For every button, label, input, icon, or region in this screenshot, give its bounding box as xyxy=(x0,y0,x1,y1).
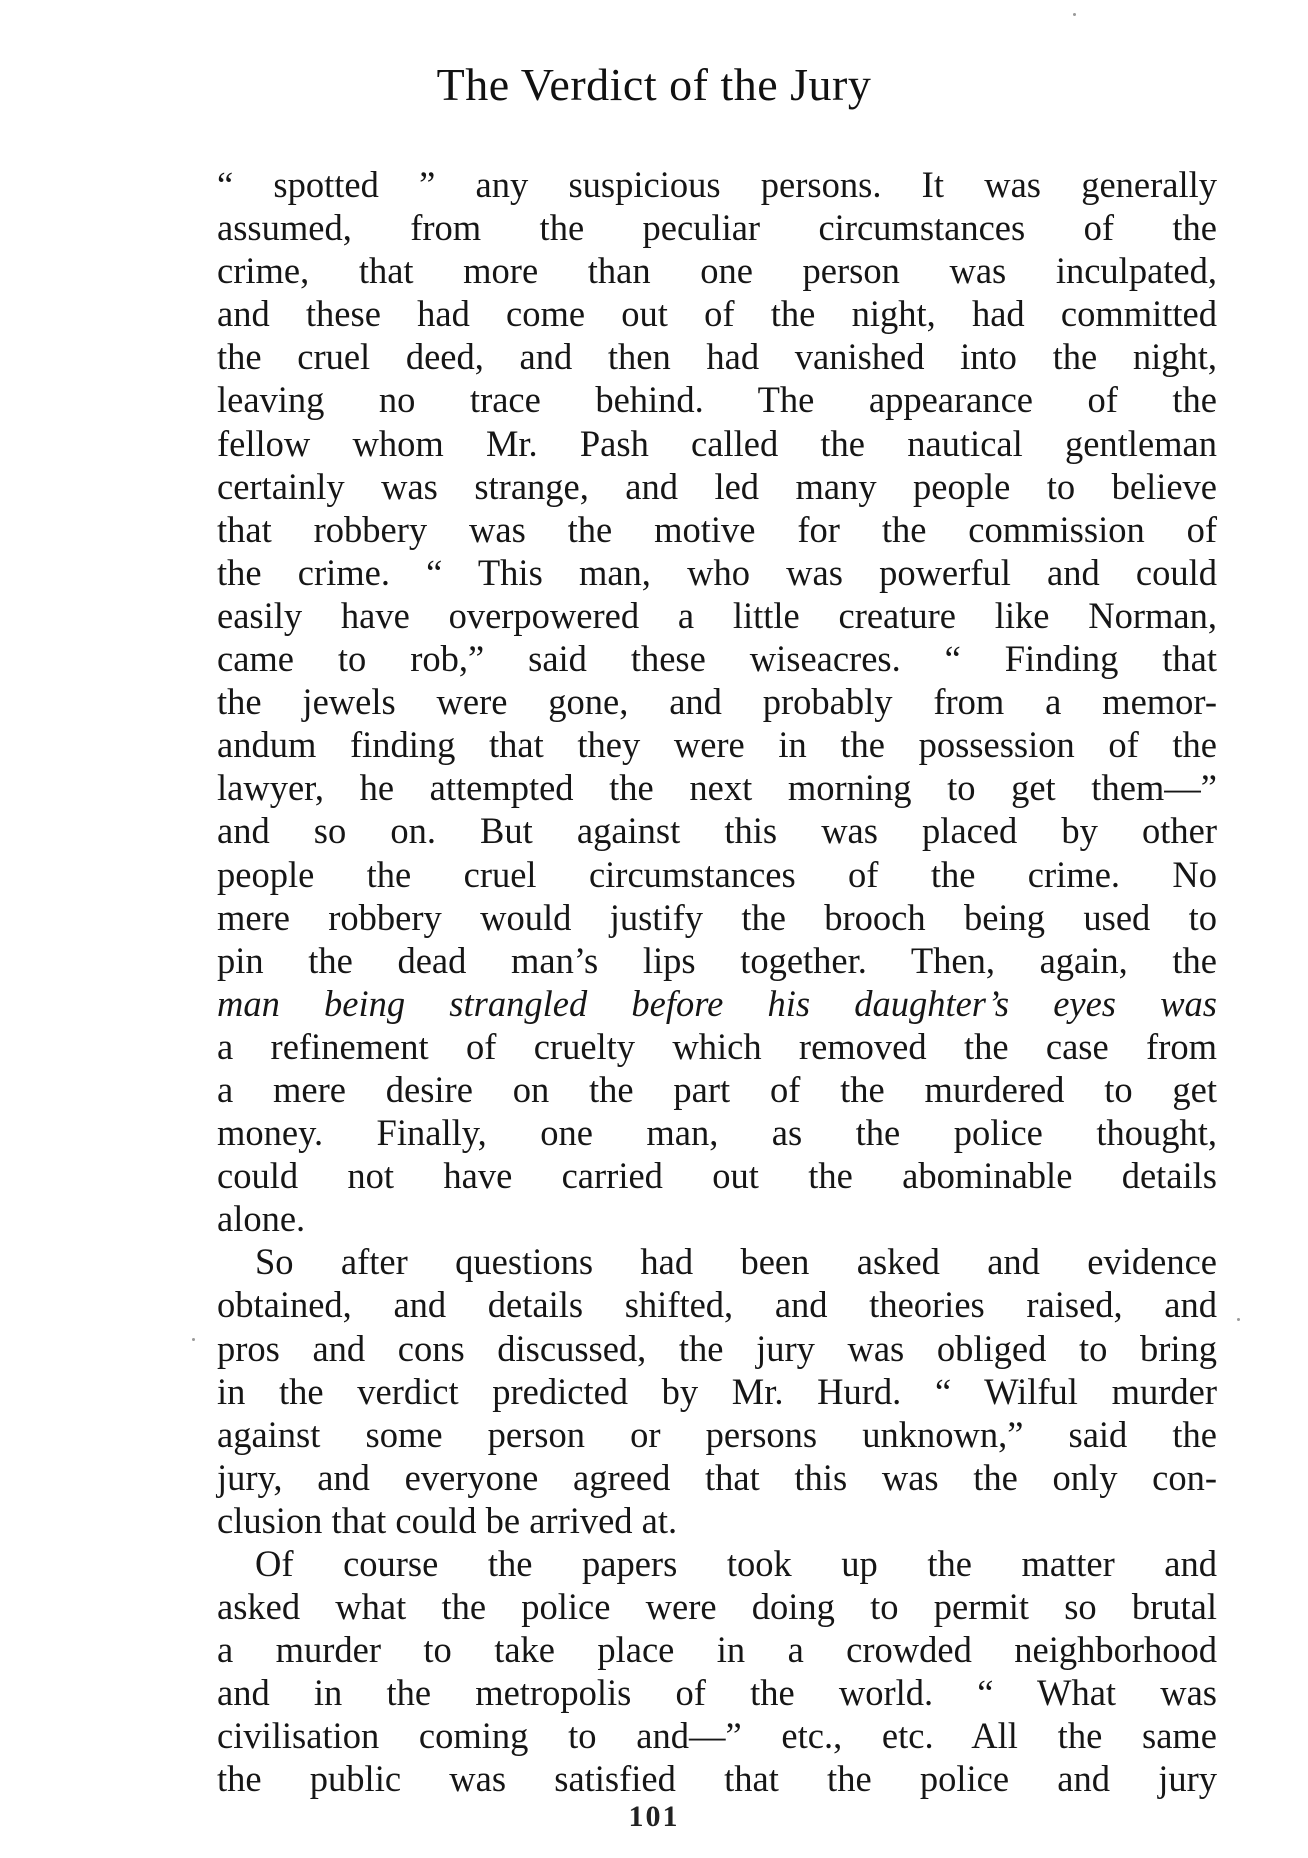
text-line-italic xyxy=(217,982,1217,1025)
text-line: the cruel deed, and then had vanished into the night, xyxy=(217,336,1217,378)
text-line: a refinement of cruelty which removed the case from xyxy=(217,1025,1217,1067)
scan-speck xyxy=(192,1338,195,1341)
text-line: and in the metropolis of the world. “ What was xyxy=(217,1672,1217,1714)
text-line: jury, and everyone agreed that this was the only con- xyxy=(217,1456,1217,1498)
text-line-paragraph-start: So after questions had been asked and evidence xyxy=(255,1241,1217,1283)
text-line: the jewels were gone, and probably from a memor- xyxy=(217,681,1217,723)
text-line: asked what the police were doing to permit so brutal xyxy=(217,1586,1217,1628)
text-line: could not have carried out the abominable details xyxy=(217,1155,1217,1197)
text-line: people the cruel circumstances of the crime. No xyxy=(217,853,1217,895)
text-line: and so on. But against this was placed by other xyxy=(217,810,1217,852)
text-line: pros and cons discussed, the jury was obliged to bring xyxy=(217,1327,1217,1369)
text-line: easily have overpowered a little creature like Norman, xyxy=(217,594,1217,636)
text-line: mere robbery would justify the brooch being used to xyxy=(217,896,1217,938)
running-head: The Verdict of the Jury xyxy=(436,59,872,110)
text-line: and these had come out of the night, had committed xyxy=(217,293,1217,335)
text-line: civilisation coming to and—” etc., etc. All the same xyxy=(217,1715,1217,1757)
text-line: in the verdict predicted by Mr. Hurd. “ Wilful murder xyxy=(217,1370,1217,1412)
italic-phrase: man being strangled before his daughter’s eyes was xyxy=(217,982,1217,1024)
text-line: crime, that more than one person was inculpated, xyxy=(217,250,1217,292)
text-line: the public was satisfied that the police and jury xyxy=(217,1758,1217,1800)
text-line-paragraph-end: alone. xyxy=(217,1198,306,1240)
text-line: andum finding that they were in the possession of the xyxy=(217,724,1217,766)
text-line: leaving no trace behind. The appearance of the xyxy=(217,379,1217,421)
scan-speck xyxy=(1237,1318,1240,1321)
page-number: 101 xyxy=(628,1800,680,1833)
text-line: the crime. “ This man, who was powerful and could xyxy=(217,551,1217,593)
text-line-paragraph-start: Of course the papers took up the matter and xyxy=(255,1543,1217,1584)
text-line: pin the dead man’s lips together. Then, again, the xyxy=(217,939,1217,981)
body-text xyxy=(217,163,1217,1801)
text-line: a mere desire on the part of the murdered to get xyxy=(217,1068,1217,1110)
text-line: certainly was strange, and led many people to believe xyxy=(217,465,1217,507)
text-line: came to rob,” said these wiseacres. “ Finding that xyxy=(217,638,1217,680)
text-line: lawyer, he attempted the next morning to get them—” xyxy=(217,767,1217,809)
text-line: that robbery was the motive for the commission of xyxy=(217,508,1217,550)
text-line: against some person or persons unknown,” said the xyxy=(217,1413,1217,1455)
text-line: a murder to take place in a crowded neighborhood xyxy=(217,1629,1217,1671)
text-line: “ spotted ” any suspicious persons. It was generally xyxy=(217,164,1217,205)
text-line: money. Finally, one man, as the police thought, xyxy=(217,1112,1217,1154)
text-line: assumed, from the peculiar circumstances of the xyxy=(217,207,1217,249)
scan-speck xyxy=(1073,13,1076,16)
text-line-paragraph-end: clusion that could be arrived at. xyxy=(217,1499,678,1541)
text-line: obtained, and details shifted, and theories raised, and xyxy=(217,1284,1217,1326)
text-line: fellow whom Mr. Pash called the nautical gentleman xyxy=(217,422,1217,464)
